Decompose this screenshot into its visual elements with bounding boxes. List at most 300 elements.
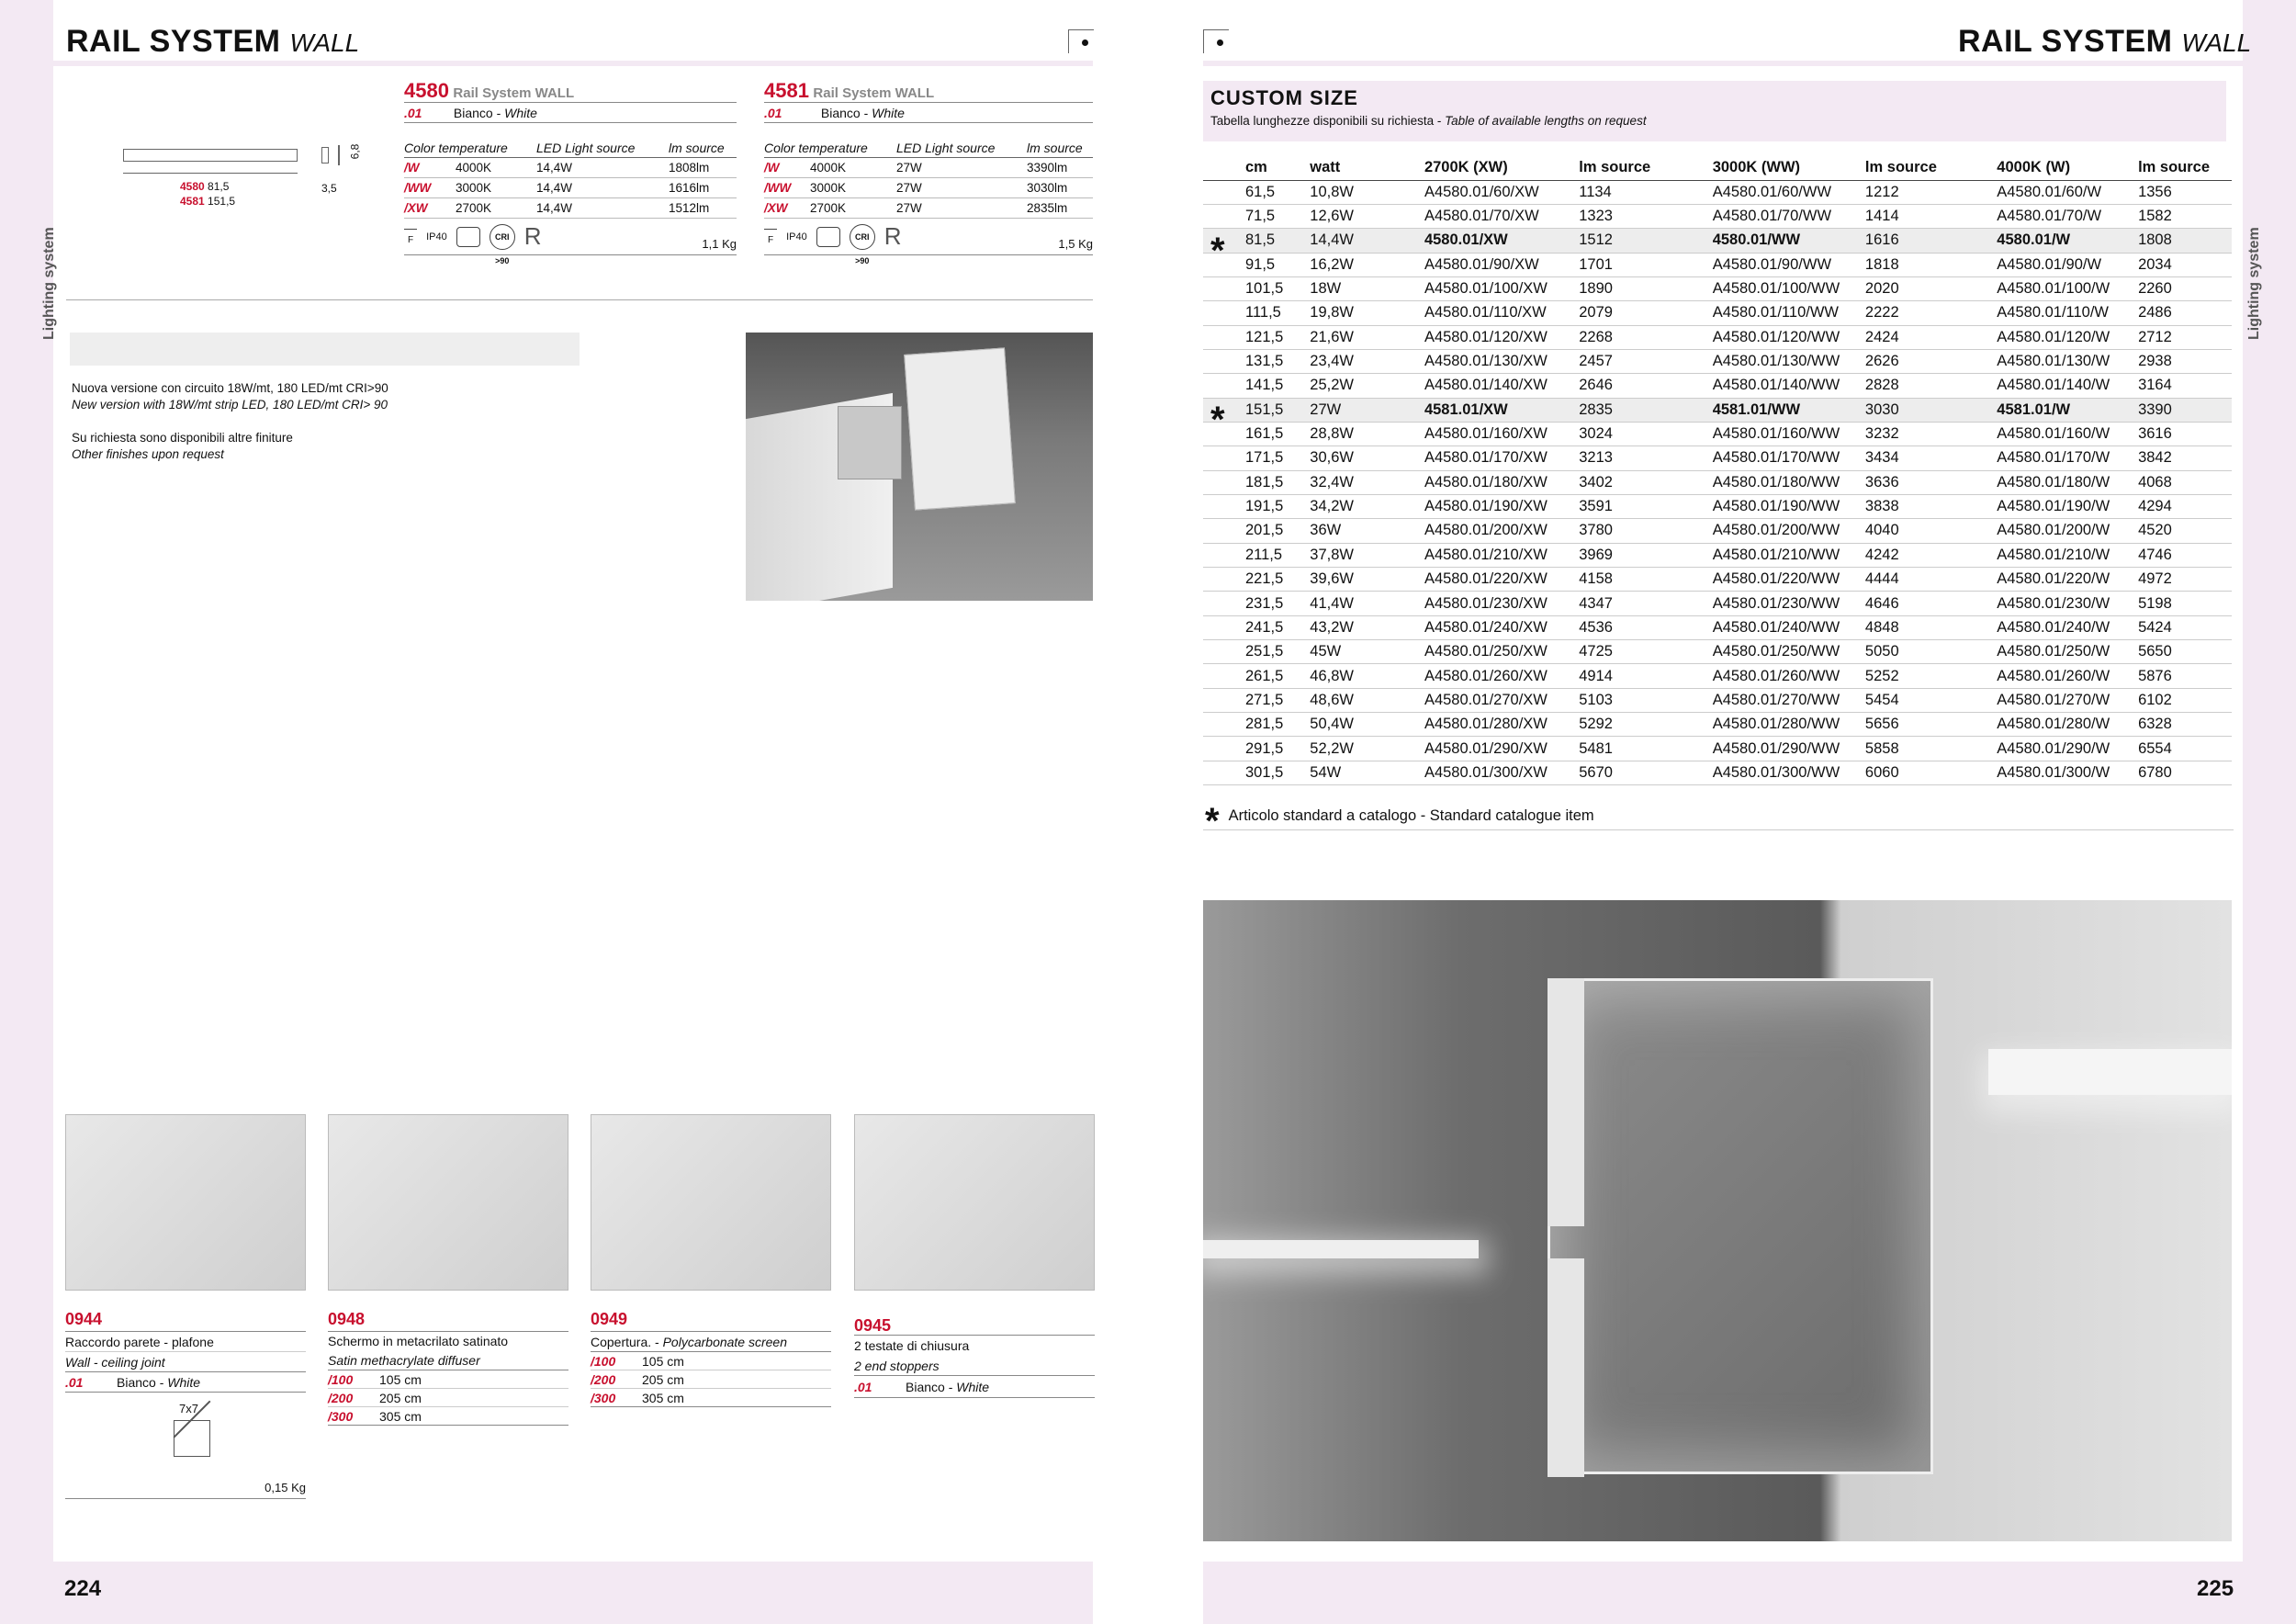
- product-code: 4580: [404, 79, 449, 102]
- acc-code: 0949: [591, 1310, 831, 1332]
- table-cell: 2457: [1577, 349, 1710, 373]
- table-cell: 39,6W: [1308, 568, 1423, 592]
- table-cell: A4580.01/100/XW: [1423, 276, 1577, 300]
- table-cell: A4580.01/90/WW: [1711, 253, 1863, 276]
- table-cell: 54W: [1308, 761, 1423, 784]
- table-cell: 291,5: [1203, 737, 1308, 761]
- variant: /W: [404, 161, 420, 175]
- table-row: [1203, 543, 2232, 567]
- acc-weight: 0,15 Kg: [264, 1481, 306, 1494]
- table-cell: A4580.01/280/XW: [1423, 713, 1577, 737]
- product-name: Rail System WALL: [453, 85, 575, 101]
- table-cell: 10,8W: [1308, 180, 1423, 204]
- right-header-rule: [1203, 61, 2243, 66]
- cri-icon: CRI >90: [850, 224, 875, 250]
- table-cell: 6060: [1863, 761, 1995, 784]
- r-mark-icon: R: [884, 222, 902, 250]
- table-cell: 201,5: [1203, 519, 1308, 543]
- table-cell: 61,5: [1203, 180, 1308, 204]
- table-cell: 5454: [1863, 688, 1995, 712]
- table-cell: A4580.01/60/W: [1995, 180, 2136, 204]
- table-cell: 2712: [2136, 325, 2232, 349]
- table-cell: 1356: [2136, 180, 2232, 204]
- table-cell: A4580.01/200/W: [1995, 519, 2136, 543]
- custom-size-box: [1203, 81, 2226, 141]
- table-cell: 37,8W: [1308, 543, 1423, 567]
- table-cell: 6328: [2136, 713, 2232, 737]
- acc-opt-code: /100: [328, 1372, 354, 1387]
- table-cell: 5650: [2136, 640, 2232, 664]
- cct: 2700K: [456, 201, 492, 215]
- right-page-number: 225: [2197, 1576, 2234, 1601]
- accessory-photo-0948: [328, 1114, 568, 1291]
- table-cell: A4580.01/250/W: [1995, 640, 2136, 664]
- driver-icon: [456, 227, 480, 247]
- table-cell: 141,5: [1203, 374, 1308, 398]
- right-page-title: [1958, 24, 2251, 60]
- variant: /WW: [764, 181, 792, 195]
- table-cell: A4580.01/300/XW: [1423, 761, 1577, 784]
- table-row: [1203, 301, 2232, 325]
- custom-size-sub-en: Table of available lengths on request: [1445, 114, 1647, 128]
- table-cell: 3969: [1577, 543, 1710, 567]
- lumen: 2835lm: [1027, 201, 1068, 215]
- note-1-it: Nuova versione con circuito 18W/mt, 180 LED/mt CRI>90: [72, 381, 388, 395]
- table-cell: 4848: [1863, 615, 1995, 639]
- col-header: lm source: [1577, 156, 1710, 180]
- custom-size-title: CUSTOM SIZE: [1210, 86, 1358, 109]
- table-cell: 50,4W: [1308, 713, 1423, 737]
- finish-en: White: [872, 106, 905, 120]
- table-cell: A4580.01/140/WW: [1711, 374, 1863, 398]
- table-cell: A4580.01/270/W: [1995, 688, 2136, 712]
- joint-drawing: [174, 1420, 210, 1457]
- table-cell: A4580.01/100/W: [1995, 276, 2136, 300]
- acc-opt-len: 105 cm: [642, 1354, 684, 1369]
- table-cell: 4580.01/WW: [1711, 229, 1863, 253]
- table-cell: 211,5: [1203, 543, 1308, 567]
- table-cell: 3213: [1577, 446, 1710, 470]
- table-cell: 2222: [1863, 301, 1995, 325]
- acc-desc-en: Satin methacrylate diffuser: [328, 1350, 568, 1370]
- table-cell: 3780: [1577, 519, 1710, 543]
- table-cell: 4580.01/W: [1995, 229, 2136, 253]
- table-cell: 3591: [1577, 494, 1710, 518]
- table-cell: A4580.01/290/XW: [1423, 737, 1577, 761]
- lumen: 3390lm: [1027, 161, 1068, 175]
- col-lm-source: lm source: [669, 140, 725, 155]
- r-mark-icon: R: [523, 222, 542, 250]
- table-cell: 181,5: [1203, 470, 1308, 494]
- table-cell: 4646: [1863, 592, 1995, 615]
- table-cell: 4347: [1577, 592, 1710, 615]
- table-cell: A4580.01/220/WW: [1711, 568, 1863, 592]
- variant: /WW: [404, 181, 432, 195]
- table-cell: A4580.01/190/W: [1995, 494, 2136, 518]
- table-cell: A4580.01/240/W: [1995, 615, 2136, 639]
- table-cell: A4580.01/140/W: [1995, 374, 2136, 398]
- col-header: watt: [1308, 156, 1423, 180]
- table-cell: 16,2W: [1308, 253, 1423, 276]
- note-1-en: New version with 18W/mt strip LED, 180 LED/mt CRI> 90: [72, 398, 388, 412]
- table-cell: 3434: [1863, 446, 1995, 470]
- table-cell: A4580.01/300/W: [1995, 761, 2136, 784]
- table-cell: 81,5: [1203, 229, 1308, 253]
- col-color-temp: Color temperature: [404, 140, 508, 155]
- table-cell: 5252: [1863, 664, 1995, 688]
- right-title-bold: RAIL SYSTEM: [1958, 24, 2173, 59]
- table-cell: 3024: [1577, 422, 1710, 445]
- table-cell: 2424: [1863, 325, 1995, 349]
- left-page-title: [66, 24, 359, 60]
- table-cell: 4746: [2136, 543, 2232, 567]
- table-cell: A4580.01/130/W: [1995, 349, 2136, 373]
- table-row: [1203, 470, 2232, 494]
- table-cell: 1701: [1577, 253, 1710, 276]
- acc-opt-len: 205 cm: [379, 1391, 422, 1405]
- acc-opt-en: White: [956, 1380, 990, 1394]
- col-header: lm source: [2136, 156, 2232, 180]
- table-cell: 12,6W: [1308, 204, 1423, 228]
- table-cell: 151,5: [1203, 398, 1308, 422]
- accessory-photo-0949: [591, 1114, 831, 1291]
- grey-note-band: [70, 333, 580, 366]
- accessory-0945: [854, 1310, 1095, 1398]
- table-cell: 2828: [1863, 374, 1995, 398]
- table-cell: 4725: [1577, 640, 1710, 664]
- table-cell: 6780: [2136, 761, 2232, 784]
- table-cell: A4580.01/90/XW: [1423, 253, 1577, 276]
- table-cell: 5481: [1577, 737, 1710, 761]
- table-cell: 281,5: [1203, 713, 1308, 737]
- table-cell: 2938: [2136, 349, 2232, 373]
- table-row: [1203, 374, 2232, 398]
- table-cell: 191,5: [1203, 494, 1308, 518]
- table-cell: 4068: [2136, 470, 2232, 494]
- custom-size-table: [1203, 156, 2232, 785]
- table-cell: 91,5: [1203, 253, 1308, 276]
- acc-opt-len: 105 cm: [379, 1372, 422, 1387]
- profile-drawing: [101, 138, 377, 230]
- table-cell: 2486: [2136, 301, 2232, 325]
- acc-opt-code: .01: [65, 1375, 84, 1390]
- table-cell: 18W: [1308, 276, 1423, 300]
- table-cell: 5876: [2136, 664, 2232, 688]
- table-cell: A4580.01/250/WW: [1711, 640, 1863, 664]
- acc-desc-it: Raccordo parete - plafone: [65, 1332, 306, 1352]
- table-cell: 221,5: [1203, 568, 1308, 592]
- weight: 1,5 Kg: [1058, 237, 1093, 251]
- table-cell: 3232: [1863, 422, 1995, 445]
- profile-height: 6,8: [348, 143, 362, 160]
- table-cell: 28,8W: [1308, 422, 1423, 445]
- table-cell: 1323: [1577, 204, 1710, 228]
- table-cell: 4242: [1863, 543, 1995, 567]
- finish-en: White: [504, 106, 537, 120]
- table-cell: 41,4W: [1308, 592, 1423, 615]
- table-cell: 6102: [2136, 688, 2232, 712]
- table-row: [1203, 519, 2232, 543]
- lumen: 1616lm: [669, 181, 710, 195]
- col-led-source: LED Light source: [536, 140, 636, 155]
- table-cell: 131,5: [1203, 349, 1308, 373]
- table-cell: 5103: [1577, 688, 1710, 712]
- table-cell: 27W: [1308, 398, 1423, 422]
- table-cell: 4581.01/XW: [1423, 398, 1577, 422]
- variant: /XW: [764, 201, 788, 215]
- table-cell: A4580.01/190/XW: [1423, 494, 1577, 518]
- acc-opt-code: /200: [591, 1372, 616, 1387]
- product-block-4580: 4580 Rail System WALL .01 Bianco - White Color temperature LED Light source lm source /W 4000K 14,4W 1808lm /WW 3000K 14,4W 1616lm /XW 2700K 14,4W 1512lm F IP40 CRI >90 R 1,1 Kg: [404, 79, 737, 265]
- table-cell: 241,5: [1203, 615, 1308, 639]
- table-cell: 1414: [1863, 204, 1995, 228]
- table-cell: 5292: [1577, 713, 1710, 737]
- table-cell: A4580.01/270/WW: [1711, 688, 1863, 712]
- left-footer-bar: [0, 1562, 1093, 1624]
- table-cell: 2034: [2136, 253, 2232, 276]
- table-cell: A4580.01/110/WW: [1711, 301, 1863, 325]
- asterisk-icon: *: [1210, 230, 1225, 271]
- table-cell: 23,4W: [1308, 349, 1423, 373]
- table-cell: A4580.01/260/WW: [1711, 664, 1863, 688]
- weight: 1,1 Kg: [702, 237, 737, 251]
- table-row: [1203, 446, 2232, 470]
- acc-opt-it: Bianco -: [117, 1375, 168, 1390]
- table-cell: 4581.01/WW: [1711, 398, 1863, 422]
- accessory-0948: [328, 1310, 568, 1426]
- col-header: 3000K (WW): [1711, 156, 1863, 180]
- table-cell: 14,4W: [1308, 229, 1423, 253]
- table-cell: A4580.01/70/XW: [1423, 204, 1577, 228]
- left-corner-marker: [1068, 29, 1094, 53]
- table-row: [1203, 640, 2232, 664]
- table-cell: A4580.01/240/XW: [1423, 615, 1577, 639]
- table-cell: 2835: [1577, 398, 1710, 422]
- table-cell: A4580.01/110/XW: [1423, 301, 1577, 325]
- ip-rating: IP40: [426, 231, 447, 242]
- table-cell: A4580.01/280/WW: [1711, 713, 1863, 737]
- f-mark-icon: F: [764, 229, 777, 245]
- table-cell: 43,2W: [1308, 615, 1423, 639]
- col-header: 4000K (W): [1995, 156, 2136, 180]
- col-header: lm source: [1863, 156, 1995, 180]
- left-title-light: WALL: [289, 28, 360, 57]
- table-cell: A4580.01/230/WW: [1711, 592, 1863, 615]
- table-cell: A4580.01/250/XW: [1423, 640, 1577, 664]
- table-cell: 48,6W: [1308, 688, 1423, 712]
- table-row: [1203, 398, 2232, 422]
- table-cell: 1818: [1863, 253, 1995, 276]
- table-cell: 30,6W: [1308, 446, 1423, 470]
- table-cell: A4580.01/160/XW: [1423, 422, 1577, 445]
- product-code: 4581: [764, 79, 809, 102]
- table-cell: A4580.01/60/WW: [1711, 180, 1863, 204]
- table-cell: A4580.01/210/XW: [1423, 543, 1577, 567]
- variant: /XW: [404, 201, 428, 215]
- table-cell: A4580.01/170/XW: [1423, 446, 1577, 470]
- col-led-source: LED Light source: [896, 140, 996, 155]
- table-cell: 301,5: [1203, 761, 1308, 784]
- note-2-it: Su richiesta sono disponibili altre finiture: [72, 431, 293, 445]
- table-cell: 271,5: [1203, 688, 1308, 712]
- table-cell: A4580.01/180/WW: [1711, 470, 1863, 494]
- acc-code: 0948: [328, 1310, 568, 1332]
- acc-opt-len: 305 cm: [379, 1409, 422, 1424]
- cct: 4000K: [810, 161, 847, 175]
- table-cell: A4580.01/220/W: [1995, 568, 2136, 592]
- table-cell: 1582: [2136, 204, 2232, 228]
- table-cell: 1134: [1577, 180, 1710, 204]
- table-cell: 171,5: [1203, 446, 1308, 470]
- table-cell: A4580.01/200/WW: [1711, 519, 1863, 543]
- table-cell: 231,5: [1203, 592, 1308, 615]
- table-cell: 3390: [2136, 398, 2232, 422]
- cri-icon: CRI >90: [490, 224, 515, 250]
- note-2-en: Other finishes upon request: [72, 447, 224, 461]
- table-cell: 4580.01/XW: [1423, 229, 1577, 253]
- watt: 14,4W: [536, 201, 573, 215]
- watt: 27W: [896, 181, 922, 195]
- table-cell: 4294: [2136, 494, 2232, 518]
- table-cell: A4580.01/270/XW: [1423, 688, 1577, 712]
- table-cell: A4580.01/200/XW: [1423, 519, 1577, 543]
- acc-opt-code: .01: [854, 1380, 872, 1394]
- len-4580: 81,5: [208, 180, 230, 193]
- table-cell: 19,8W: [1308, 301, 1423, 325]
- table-cell: 1890: [1577, 276, 1710, 300]
- accessory-0944: [65, 1310, 306, 1499]
- table-cell: 4520: [2136, 519, 2232, 543]
- acc-opt-code: /300: [328, 1409, 354, 1424]
- table-cell: A4580.01/130/XW: [1423, 349, 1577, 373]
- acc-opt-len: 305 cm: [642, 1391, 684, 1405]
- table-cell: 71,5: [1203, 204, 1308, 228]
- table-cell: 52,2W: [1308, 737, 1423, 761]
- acc-dim: 7x7: [179, 1402, 198, 1415]
- table-cell: A4580.01/160/W: [1995, 422, 2136, 445]
- acc-opt-code: /200: [328, 1391, 354, 1405]
- table-row: [1203, 761, 2232, 784]
- finish-it: Bianco: [453, 106, 493, 120]
- cct: 3000K: [456, 181, 492, 195]
- table-cell: A4580.01/120/WW: [1711, 325, 1863, 349]
- acc-desc-en: 2 end stoppers: [854, 1356, 1095, 1376]
- profile-width: 3,5: [321, 182, 337, 195]
- custom-size-sub-it: Tabella lunghezze disponibili su richiesta -: [1210, 114, 1446, 128]
- len-code-4581: 4581: [180, 195, 205, 208]
- table-cell: 4972: [2136, 568, 2232, 592]
- table-cell: A4580.01/70/W: [1995, 204, 2136, 228]
- table-cell: 251,5: [1203, 640, 1308, 664]
- table-row: [1203, 568, 2232, 592]
- table-cell: 121,5: [1203, 325, 1308, 349]
- table-cell: A4580.01/170/WW: [1711, 446, 1863, 470]
- left-side-tab-label: Lighting system: [41, 227, 57, 340]
- table-cell: 46,8W: [1308, 664, 1423, 688]
- acc-desc-en: Wall - ceiling joint: [65, 1352, 306, 1372]
- watt: 14,4W: [536, 181, 573, 195]
- table-cell: 2079: [1577, 301, 1710, 325]
- table-cell: A4580.01/210/W: [1995, 543, 2136, 567]
- table-cell: 1512: [1577, 229, 1710, 253]
- table-row: [1203, 229, 2232, 253]
- table-cell: A4580.01/300/WW: [1711, 761, 1863, 784]
- table-cell: 4581.01/W: [1995, 398, 2136, 422]
- table-cell: 34,2W: [1308, 494, 1423, 518]
- table-cell: 5858: [1863, 737, 1995, 761]
- table-cell: A4580.01/260/XW: [1423, 664, 1577, 688]
- table-cell: 101,5: [1203, 276, 1308, 300]
- acc-desc-it: Schermo in metacrilato satinato: [328, 1334, 509, 1348]
- table-cell: A4580.01/120/XW: [1423, 325, 1577, 349]
- table-cell: 1212: [1863, 180, 1995, 204]
- left-title-bold: RAIL SYSTEM: [66, 24, 281, 59]
- table-cell: A4580.01/90/W: [1995, 253, 2136, 276]
- table-cell: 261,5: [1203, 664, 1308, 688]
- standard-note-text: Articolo standard a catalogo - Standard catalogue item: [1228, 807, 1594, 824]
- product-name: Rail System WALL: [813, 85, 935, 101]
- table-cell: A4580.01/130/WW: [1711, 349, 1863, 373]
- table-cell: 1616: [1863, 229, 1995, 253]
- table-cell: 2626: [1863, 349, 1995, 373]
- table-row: [1203, 592, 2232, 615]
- cct: 3000K: [810, 181, 847, 195]
- table-row: [1203, 688, 2232, 712]
- watt: 14,4W: [536, 161, 573, 175]
- acc-code: 0944: [65, 1310, 306, 1332]
- asterisk-icon: *: [1210, 400, 1225, 441]
- table-row: [1203, 349, 2232, 373]
- table-cell: 161,5: [1203, 422, 1308, 445]
- table-cell: 3402: [1577, 470, 1710, 494]
- table-cell: A4580.01/290/WW: [1711, 737, 1863, 761]
- table-cell: A4580.01/280/W: [1995, 713, 2136, 737]
- left-header-rule: [53, 61, 1093, 66]
- product-photo-endcap: [746, 333, 1093, 601]
- right-corner-marker: [1203, 29, 1229, 53]
- acc-opt-code: /300: [591, 1391, 616, 1405]
- acc-desc-en: Polycarbonate screen: [662, 1335, 788, 1349]
- table-cell: 3636: [1863, 470, 1995, 494]
- installation-photo: [1203, 900, 2232, 1541]
- finish-it: Bianco: [820, 106, 861, 120]
- table-row: [1203, 664, 2232, 688]
- right-footer-bar: [1203, 1562, 2296, 1624]
- table-row: [1203, 737, 2232, 761]
- table-cell: A4580.01/140/XW: [1423, 374, 1577, 398]
- table-cell: 32,4W: [1308, 470, 1423, 494]
- table-cell: 4914: [1577, 664, 1710, 688]
- lumen: 1512lm: [669, 201, 710, 215]
- table-cell: 45W: [1308, 640, 1423, 664]
- table-cell: A4580.01/180/W: [1995, 470, 2136, 494]
- col-lm-source: lm source: [1027, 140, 1083, 155]
- table-cell: 6554: [2136, 737, 2232, 761]
- table-cell: 3842: [2136, 446, 2232, 470]
- len-code-4580: 4580: [180, 180, 205, 193]
- col-color-temp: Color temperature: [764, 140, 868, 155]
- table-cell: 111,5: [1203, 301, 1308, 325]
- f-mark-icon: F: [404, 229, 417, 245]
- table-row: [1203, 713, 2232, 737]
- table-row: [1203, 494, 2232, 518]
- table-cell: 5670: [1577, 761, 1710, 784]
- table-cell: 5198: [2136, 592, 2232, 615]
- watt: 27W: [896, 201, 922, 215]
- table-cell: 4040: [1863, 519, 1995, 543]
- accessory-0949: [591, 1310, 831, 1407]
- table-cell: A4580.01/120/W: [1995, 325, 2136, 349]
